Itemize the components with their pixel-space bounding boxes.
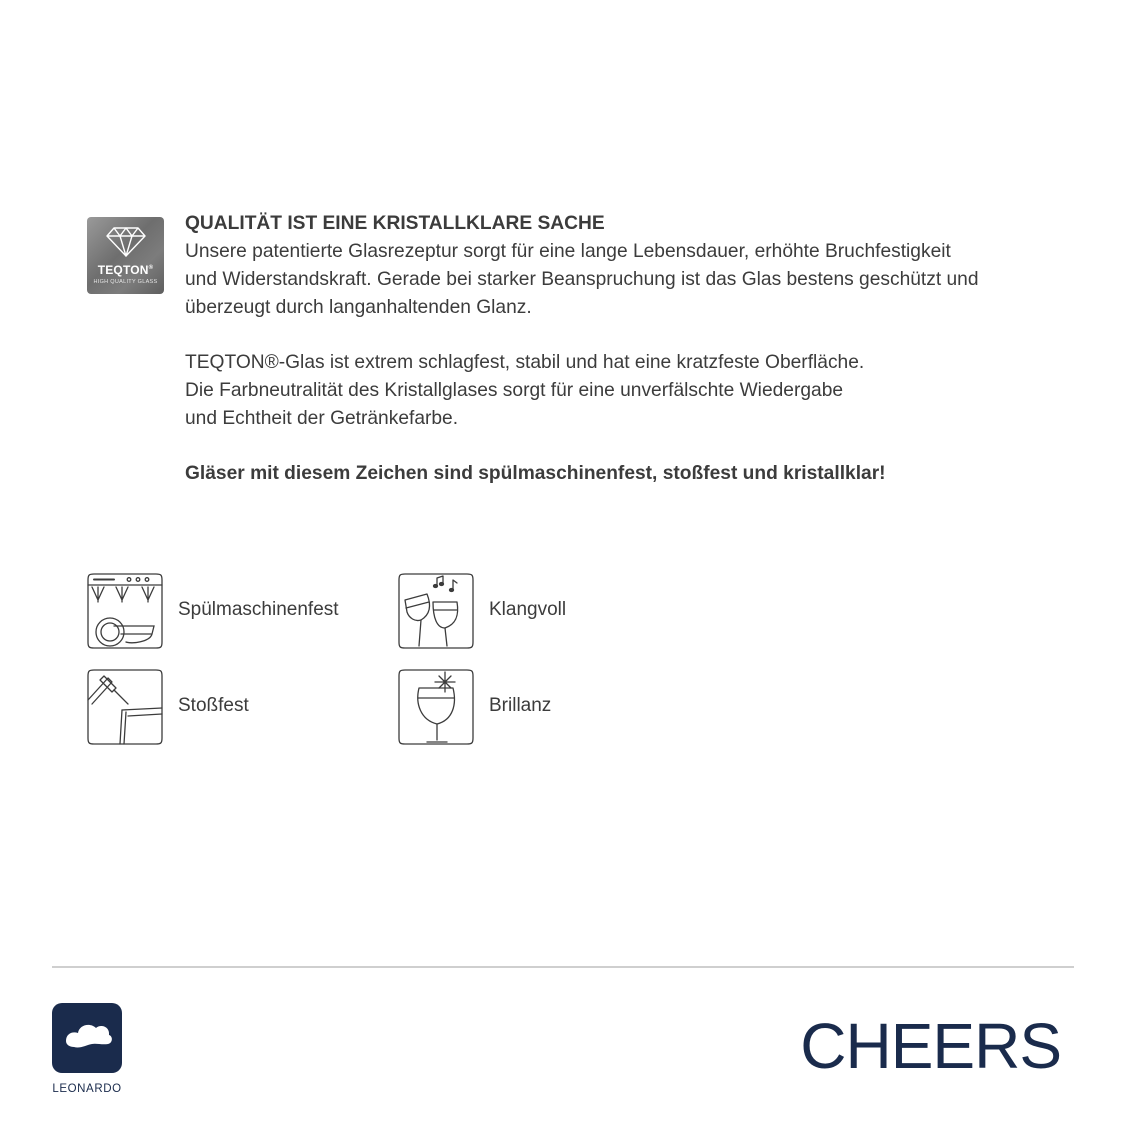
dishwasher-icon bbox=[86, 572, 164, 650]
quality-description bbox=[185, 210, 1085, 488]
paragraph-1-line-2: und Widerstandskraft. Gerade bei starker Beanspruchung ist das Glas bestens geschützt und bbox=[185, 269, 979, 290]
teqton-badge bbox=[87, 217, 164, 294]
diamond-icon bbox=[106, 225, 146, 259]
badge-brand: TEQTON® bbox=[97, 263, 154, 277]
feature-sonorous bbox=[397, 572, 657, 652]
paragraph-2-line-1: TEQTON®-Glas ist extrem schlagfest, stabil und hat eine kratzfeste Oberfläche. bbox=[185, 352, 865, 373]
leonardo-logo bbox=[52, 1003, 122, 1073]
feature-brilliance bbox=[397, 668, 657, 748]
closing-statement: Gläser mit diesem Zeichen sind spülmaschinenfest, stoßfest und kristallklar! bbox=[185, 463, 886, 484]
paragraph-2-line-2: Die Farbneutralität des Kristallglases sorgt für eine unverfälschte Wiedergabe bbox=[185, 380, 844, 401]
toasting-glasses-icon bbox=[397, 572, 475, 650]
feature-dishwasher-safe bbox=[86, 572, 386, 652]
feature-label-sonorous: Klangvoll bbox=[489, 599, 567, 620]
feature-label-brilliance: Brillanz bbox=[489, 695, 552, 716]
footer-divider bbox=[52, 966, 1074, 968]
logo-label: LEONARDO bbox=[52, 1083, 122, 1095]
paragraph-2-line-3: und Echtheit der Getränkefarbe. bbox=[185, 408, 459, 429]
sparkling-glass-icon bbox=[397, 668, 475, 746]
feature-impact-resistant bbox=[86, 668, 386, 748]
paragraph-1-line-1: Unsere patentierte Glasrezeptur sorgt für eine lange Lebensdauer, erhöhte Bruchfestigkeit bbox=[185, 241, 951, 262]
badge-subtitle: HIGH QUALITY GLASS bbox=[93, 279, 158, 285]
cloud-icon bbox=[52, 1003, 122, 1073]
cheers-tagline: CHEERS bbox=[800, 1010, 1061, 1082]
hammer-glass-icon bbox=[86, 668, 164, 746]
feature-label-dishwasher-safe: Spülmaschinenfest bbox=[178, 599, 339, 620]
section-heading: QUALITÄT IST EINE KRISTALLKLARE SACHE bbox=[185, 213, 605, 234]
feature-label-impact-resistant: Stoßfest bbox=[178, 695, 249, 716]
paragraph-1-line-3: überzeugt durch langanhaltenden Glanz. bbox=[185, 297, 532, 318]
